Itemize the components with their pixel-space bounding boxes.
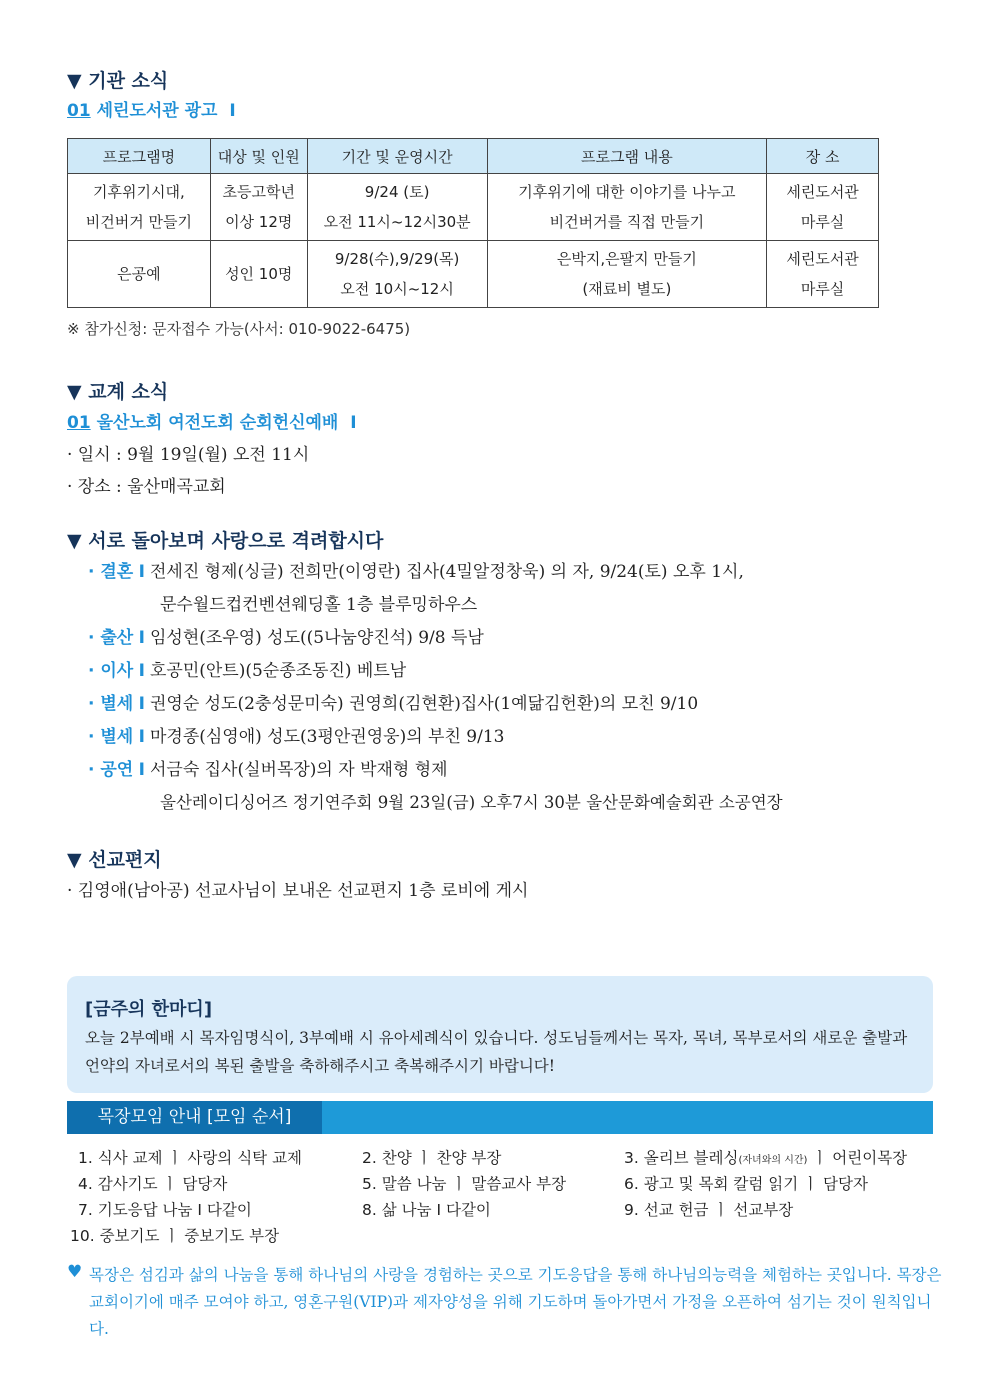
meeting-step-note: (자녀와의 시간) — [738, 1155, 808, 1166]
table-cell — [487, 241, 767, 308]
meeting-step-main: 3. 올리브 블레싱 — [624, 1149, 739, 1167]
cell-line: 성인 10명 — [225, 265, 293, 283]
table-cell — [307, 241, 487, 308]
care-text: 마경종(심영애) 성도(3평안권영웅)의 부친 9/13 — [149, 727, 505, 747]
care-item-concert-cont: 울산레이디싱어즈 정기연주회 9월 23일(금) 오후7시 30분 울산문화예술회관 소공연장 — [160, 793, 783, 812]
subsection-label: 울산노회 여전도회 순회헌신예배 — [96, 413, 339, 433]
cell-line: 기후위기시대, — [93, 183, 185, 201]
table-row — [68, 174, 879, 241]
care-tag: · 출산 — [88, 628, 134, 648]
care-text: 임성현(조우영) 성도((5나눔양진석) 9/8 득남 — [149, 628, 484, 648]
cell-line: 세린도서관 — [786, 250, 859, 268]
table-cell — [487, 174, 767, 241]
subsection-bar: I — [350, 413, 357, 433]
cell-line: 마루실 — [800, 213, 845, 231]
care-item-death-1 — [88, 689, 698, 714]
meeting-step — [624, 1146, 907, 1168]
heart-icon: ♥ — [67, 1262, 83, 1282]
cell-line: 은박지,은팔지 만들기 — [556, 250, 697, 268]
cell-line: 9/28(수),9/29(목) — [334, 250, 460, 268]
table-header: 기간 및 운영시간 — [307, 139, 487, 174]
cell-line: 비건버거를 직접 만들기 — [549, 213, 705, 231]
meeting-step: 6. 광고 및 목회 칼럼 읽기 ㅣ 담당자 — [624, 1175, 868, 1193]
meeting-step: 2. 찬양 ㅣ 찬양 부장 — [362, 1149, 502, 1167]
subsection-title-worship — [67, 408, 357, 433]
cell-line: 세린도서관 — [786, 183, 859, 201]
program-table — [67, 138, 879, 308]
event-date: · 일시 : 9월 19일(월) 오전 11시 — [67, 445, 310, 465]
care-item-birth — [88, 623, 484, 648]
section-title-agency: ▼ 기관 소식 — [67, 70, 169, 92]
section-title-exchange: ▼ 교계 소식 — [67, 381, 169, 403]
weekly-word-title: [금주의 한마디] — [85, 999, 213, 1020]
cell-line: 은공예 — [117, 265, 161, 283]
meeting-step: 4. 감사기도 ㅣ 담당자 — [78, 1175, 228, 1193]
section-title-care: ▼ 서로 돌아보며 사랑으로 격려합시다 — [67, 530, 384, 552]
care-bar: I — [138, 727, 145, 747]
meeting-step: 5. 말씀 나눔 ㅣ 말씀교사 부장 — [362, 1175, 567, 1193]
mission-letter-line: · 김영애(남아공) 선교사님이 보내온 선교편지 1층 로비에 게시 — [67, 881, 529, 901]
care-text: 호공민(안트)(5순종조동진) 베트남 — [149, 661, 407, 681]
table-row — [68, 241, 879, 308]
table-header-row — [68, 139, 879, 174]
table-cell — [68, 241, 211, 308]
cell-line: 오전 11시~12시30분 — [323, 213, 471, 231]
meeting-step-leader: ㅣ 어린이목장 — [812, 1149, 908, 1167]
cell-line: 9/24 (토) — [364, 183, 430, 201]
cell-line: 오전 10시~12시 — [340, 280, 454, 298]
subsection-bar: I — [229, 101, 236, 121]
meeting-step: 1. 식사 교제 ㅣ 사랑의 식탁 교제 — [78, 1149, 303, 1167]
care-item-wedding-cont: 문수월드컵컨벤션웨딩홀 1층 블루밍하우스 — [160, 595, 478, 615]
care-item-wedding — [88, 557, 744, 582]
care-bar: I — [138, 562, 145, 582]
care-tag: · 이사 — [88, 661, 134, 681]
care-bar: I — [138, 760, 145, 780]
table-header: 대상 및 인원 — [210, 139, 307, 174]
meeting-header-tab: 목장모임 안내 [모임 순서] — [67, 1101, 322, 1134]
table-cell — [307, 174, 487, 241]
cell-line: 비건버거 만들기 — [85, 213, 192, 231]
care-bar: I — [138, 694, 145, 714]
care-tag: · 결혼 — [88, 562, 134, 582]
meeting-step: 8. 삶 나눔 I 다같이 — [362, 1201, 491, 1219]
care-item-move — [88, 656, 406, 681]
table-header: 프로그램 내용 — [487, 139, 767, 174]
table-cell — [210, 174, 307, 241]
cell-line: 마루실 — [800, 280, 845, 298]
cell-line: 기후위기에 대한 이야기를 나누고 — [518, 183, 736, 201]
subsection-number: 01 — [67, 101, 91, 121]
cell-line: 초등고학년 — [222, 183, 295, 201]
care-tag: · 공연 — [88, 760, 134, 780]
care-tag: · 별세 — [88, 694, 134, 714]
care-item-concert — [88, 755, 448, 780]
registration-note: ※ 참가신청: 문자접수 가능(사서: 010-9022-6475) — [67, 320, 411, 338]
care-text: 전세진 형제(싱글) 전희만(이영란) 집사(4밀알정창욱) 의 자, 9/24(토) 오후 1시, — [149, 562, 744, 582]
cell-line: (재료비 별도) — [582, 280, 672, 298]
table-cell — [210, 241, 307, 308]
table-header: 장 소 — [767, 139, 879, 174]
table-header: 프로그램명 — [68, 139, 211, 174]
table-cell — [68, 174, 211, 241]
meeting-principle-text: 목장은 섬김과 삶의 나눔을 통해 하나님의 사랑을 경험하는 곳으로 기도응답을 통해 하나님의능력을 체험하는 곳입니다. 목장은 교회이기에 매주 모여야 하고, 영혼구원(VIP)과 제자양성을 위해 기도하며 돌아가면서 가정을 오픈하여 섬기는 것이 원칙입니다. — [89, 1266, 942, 1338]
table-cell — [767, 241, 879, 308]
table-cell — [767, 174, 879, 241]
care-bar: I — [138, 661, 145, 681]
subsection-title-library — [67, 96, 236, 121]
care-item-death-2 — [88, 722, 504, 747]
care-text: 권영순 성도(2충성문미숙) 권영희(김현환)집사(1예닮김헌환)의 모친 9/10 — [149, 694, 699, 714]
care-tag: · 별세 — [88, 727, 134, 747]
meeting-step: 7. 기도응답 나눔 I 다같이 — [78, 1201, 252, 1219]
subsection-label: 세린도서관 광고 — [96, 101, 218, 121]
event-place: · 장소 : 울산매곡교회 — [67, 477, 226, 497]
cell-line: 이상 12명 — [225, 213, 293, 231]
meeting-step: 9. 선교 헌금 ㅣ 선교부장 — [624, 1201, 794, 1219]
section-title-mission: ▼ 선교편지 — [67, 849, 162, 871]
care-text: 서금숙 집사(실버목장)의 자 박재형 형제 — [149, 760, 448, 780]
care-bar: I — [138, 628, 145, 648]
subsection-number: 01 — [67, 413, 91, 433]
meeting-step: 10. 중보기도 ㅣ 중보기도 부장 — [70, 1227, 280, 1245]
weekly-word-text: 오늘 2부예배 시 목자임명식이, 3부예배 시 유아세례식이 있습니다. 성도님들께서는 목자, 목녀, 목부로서의 새로운 출발과 언약의 자녀로서의 복된 출발을 축하해주시고 축복해주시기 바랍니다! — [85, 1029, 908, 1075]
